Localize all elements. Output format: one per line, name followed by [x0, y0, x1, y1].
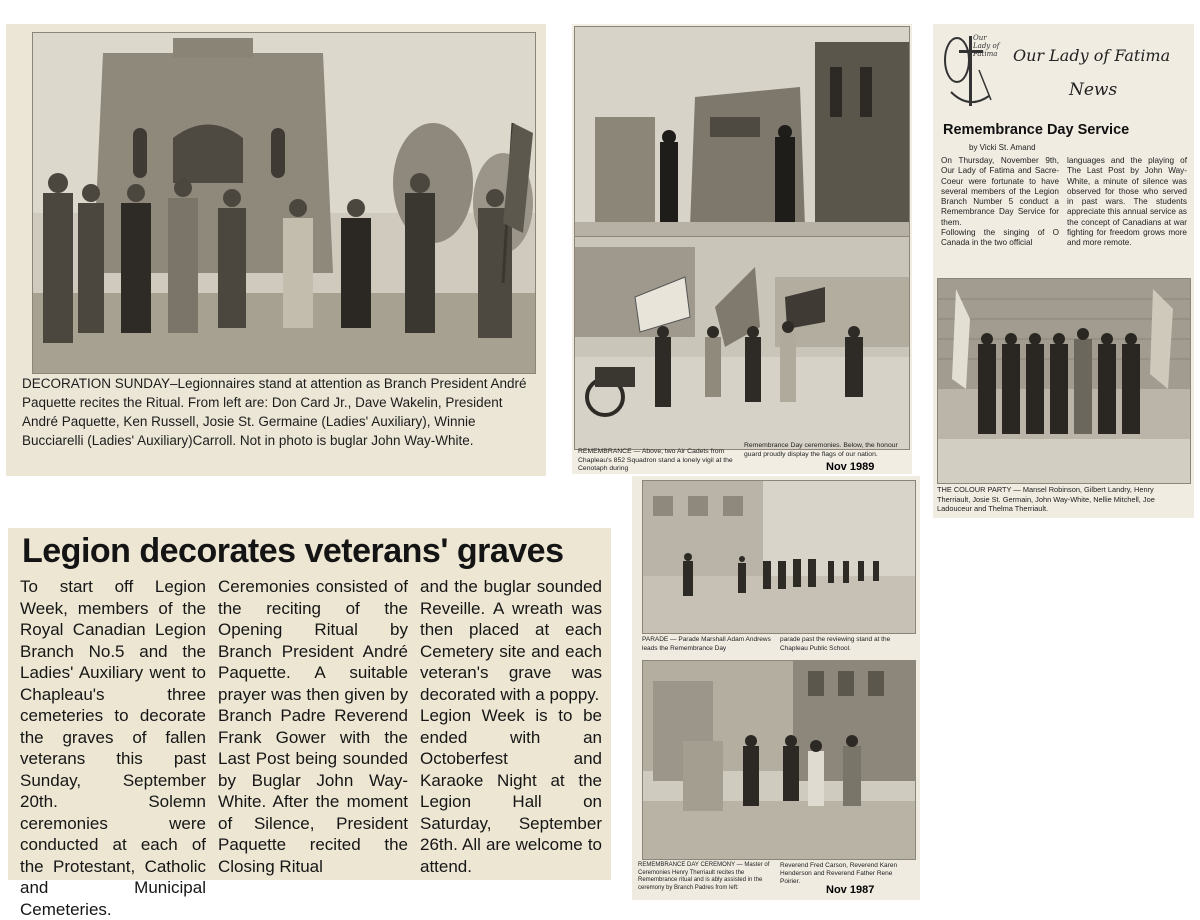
logo-line-2: Lady of	[973, 42, 1000, 50]
clip-legion-graves	[8, 528, 611, 919]
photo-remembrance-ceremony	[642, 660, 916, 860]
decoration-sunday-caption: DECORATION SUNDAY–Legionnaires stand at attention as Branch President André Paquette recites the Ritual. From left are: Don Card Jr., Dave Wakelin, President André Paquette, Ken Russell, Josie St. Germaine (Ladies' Auxiliary), Winnie Bucciarelli (Ladies' Auxiliary)Carroll. Not in photo is buglar John Way-White.	[22, 376, 527, 448]
photo-cenotaph-vigil	[574, 26, 910, 238]
photo-legionnaires-at-cairn	[32, 32, 536, 374]
fatima-article-col-1: On Thursday, November 9th, Our Lady of Fatima and Sacre-Coeur were fortunate to have several members of the Legion Branch Number 5 conduct a Remembrance Day Service for them. Following the singing of O Canada in the two official	[941, 156, 1059, 248]
clip-fatima-news	[933, 24, 1194, 518]
legion-article-col-2: Ceremonies consisted of the reciting of the Opening Ritual by Branch President André Paquette. A suitable prayer was then given by Branch Padre Reverend Frank Gower with the Last Post being sounded by Buglar John Way-White. After the moment of Silence, President Paquette recited the Closing Ritual	[218, 577, 408, 876]
clip-remembrance-1989	[572, 24, 912, 474]
legion-article-col-1: To start off Legion Week, members of the Royal Canadian Legion Branch No.5 and the Ladies' Auxiliary went to Chapleau's three cemeteries to decorate the graves of fallen veterans this past Sunday, September 20th. Solemn ceremonies were conducted at each of the Protestant, Catholic and Municipal Cemeteries.	[20, 577, 206, 919]
clip-decoration-sunday	[6, 24, 546, 476]
fatima-masthead-title: Our Lady of Fatima	[1013, 46, 1171, 65]
ceremony-caption-right: Reverend Fred Carson, Reverend Karen Henderson and Reverend Father Rene Poirier.	[780, 862, 898, 885]
photo-colour-party	[937, 278, 1191, 484]
legion-headline: Legion decorates veterans' graves	[22, 532, 564, 570]
logo-line-3: Fatima	[973, 50, 998, 58]
ceremony-caption-left: REMEMBRANCE DAY CEREMONY — Master of Ceremonies Henry Therriault recites the Remembrance ritual and is ably assisted in the ceremony by Branch Padres from left:	[638, 862, 770, 891]
fatima-article-col-2: languages and the playing of The Last Post by John Way-White, a minute of silence was observed for those who served in past wars. The students appreciate this annual service as the concept of Canadians at war fighting for freedom grows more and more remote.	[1067, 156, 1187, 248]
remembrance-1989-caption-left: REMEMBRANCE — Above, two Air Cadets from Chapleau's 852 Squadron stand a lonely vigil at the Cenotaph during	[578, 448, 733, 473]
fatima-headline: Remembrance Day Service	[943, 122, 1130, 138]
photo-honour-guard-flags	[574, 236, 910, 450]
photo-remembrance-parade	[642, 480, 916, 634]
date-stamp-nov-1987: Nov 1987	[826, 884, 875, 896]
fatima-masthead-sub: News	[1069, 80, 1118, 100]
fatima-byline: by Vicki St. Amand	[969, 143, 1036, 152]
clip-parade-1987	[632, 476, 920, 900]
remembrance-1989-caption-right: Remembrance Day ceremonies. Below, the honour guard proudly display the flags of our nation.	[744, 442, 898, 458]
date-stamp-nov-1989: Nov 1989	[826, 461, 875, 473]
parade-caption-left: PARADE — Parade Marshall Adam Andrews leads the Remembrance Day	[642, 636, 771, 652]
parade-caption-right: parade past the reviewing stand at the Chapleau Public School.	[780, 636, 891, 652]
colour-party-caption: THE COLOUR PARTY — Mansel Robinson, Gilbert Landry, Henry Therriault, Josie St. Germain, John Way-White, Nellie Mitchell, Joe Ladouceur and Thelma Therriault.	[937, 485, 1155, 513]
logo-line-1: Our	[973, 34, 987, 42]
fatima-logo	[939, 30, 1003, 120]
legion-article-col-3: and the buglar sounded Reveille. A wreath was then placed at each Cemetery site and each veteran's grave was decorated with a poppy. Legion Week is to be ended with an Octoberfest and Karaoke Night at the Legion Hall on Saturday, September 26th. All are welcome to attend.	[420, 577, 602, 876]
